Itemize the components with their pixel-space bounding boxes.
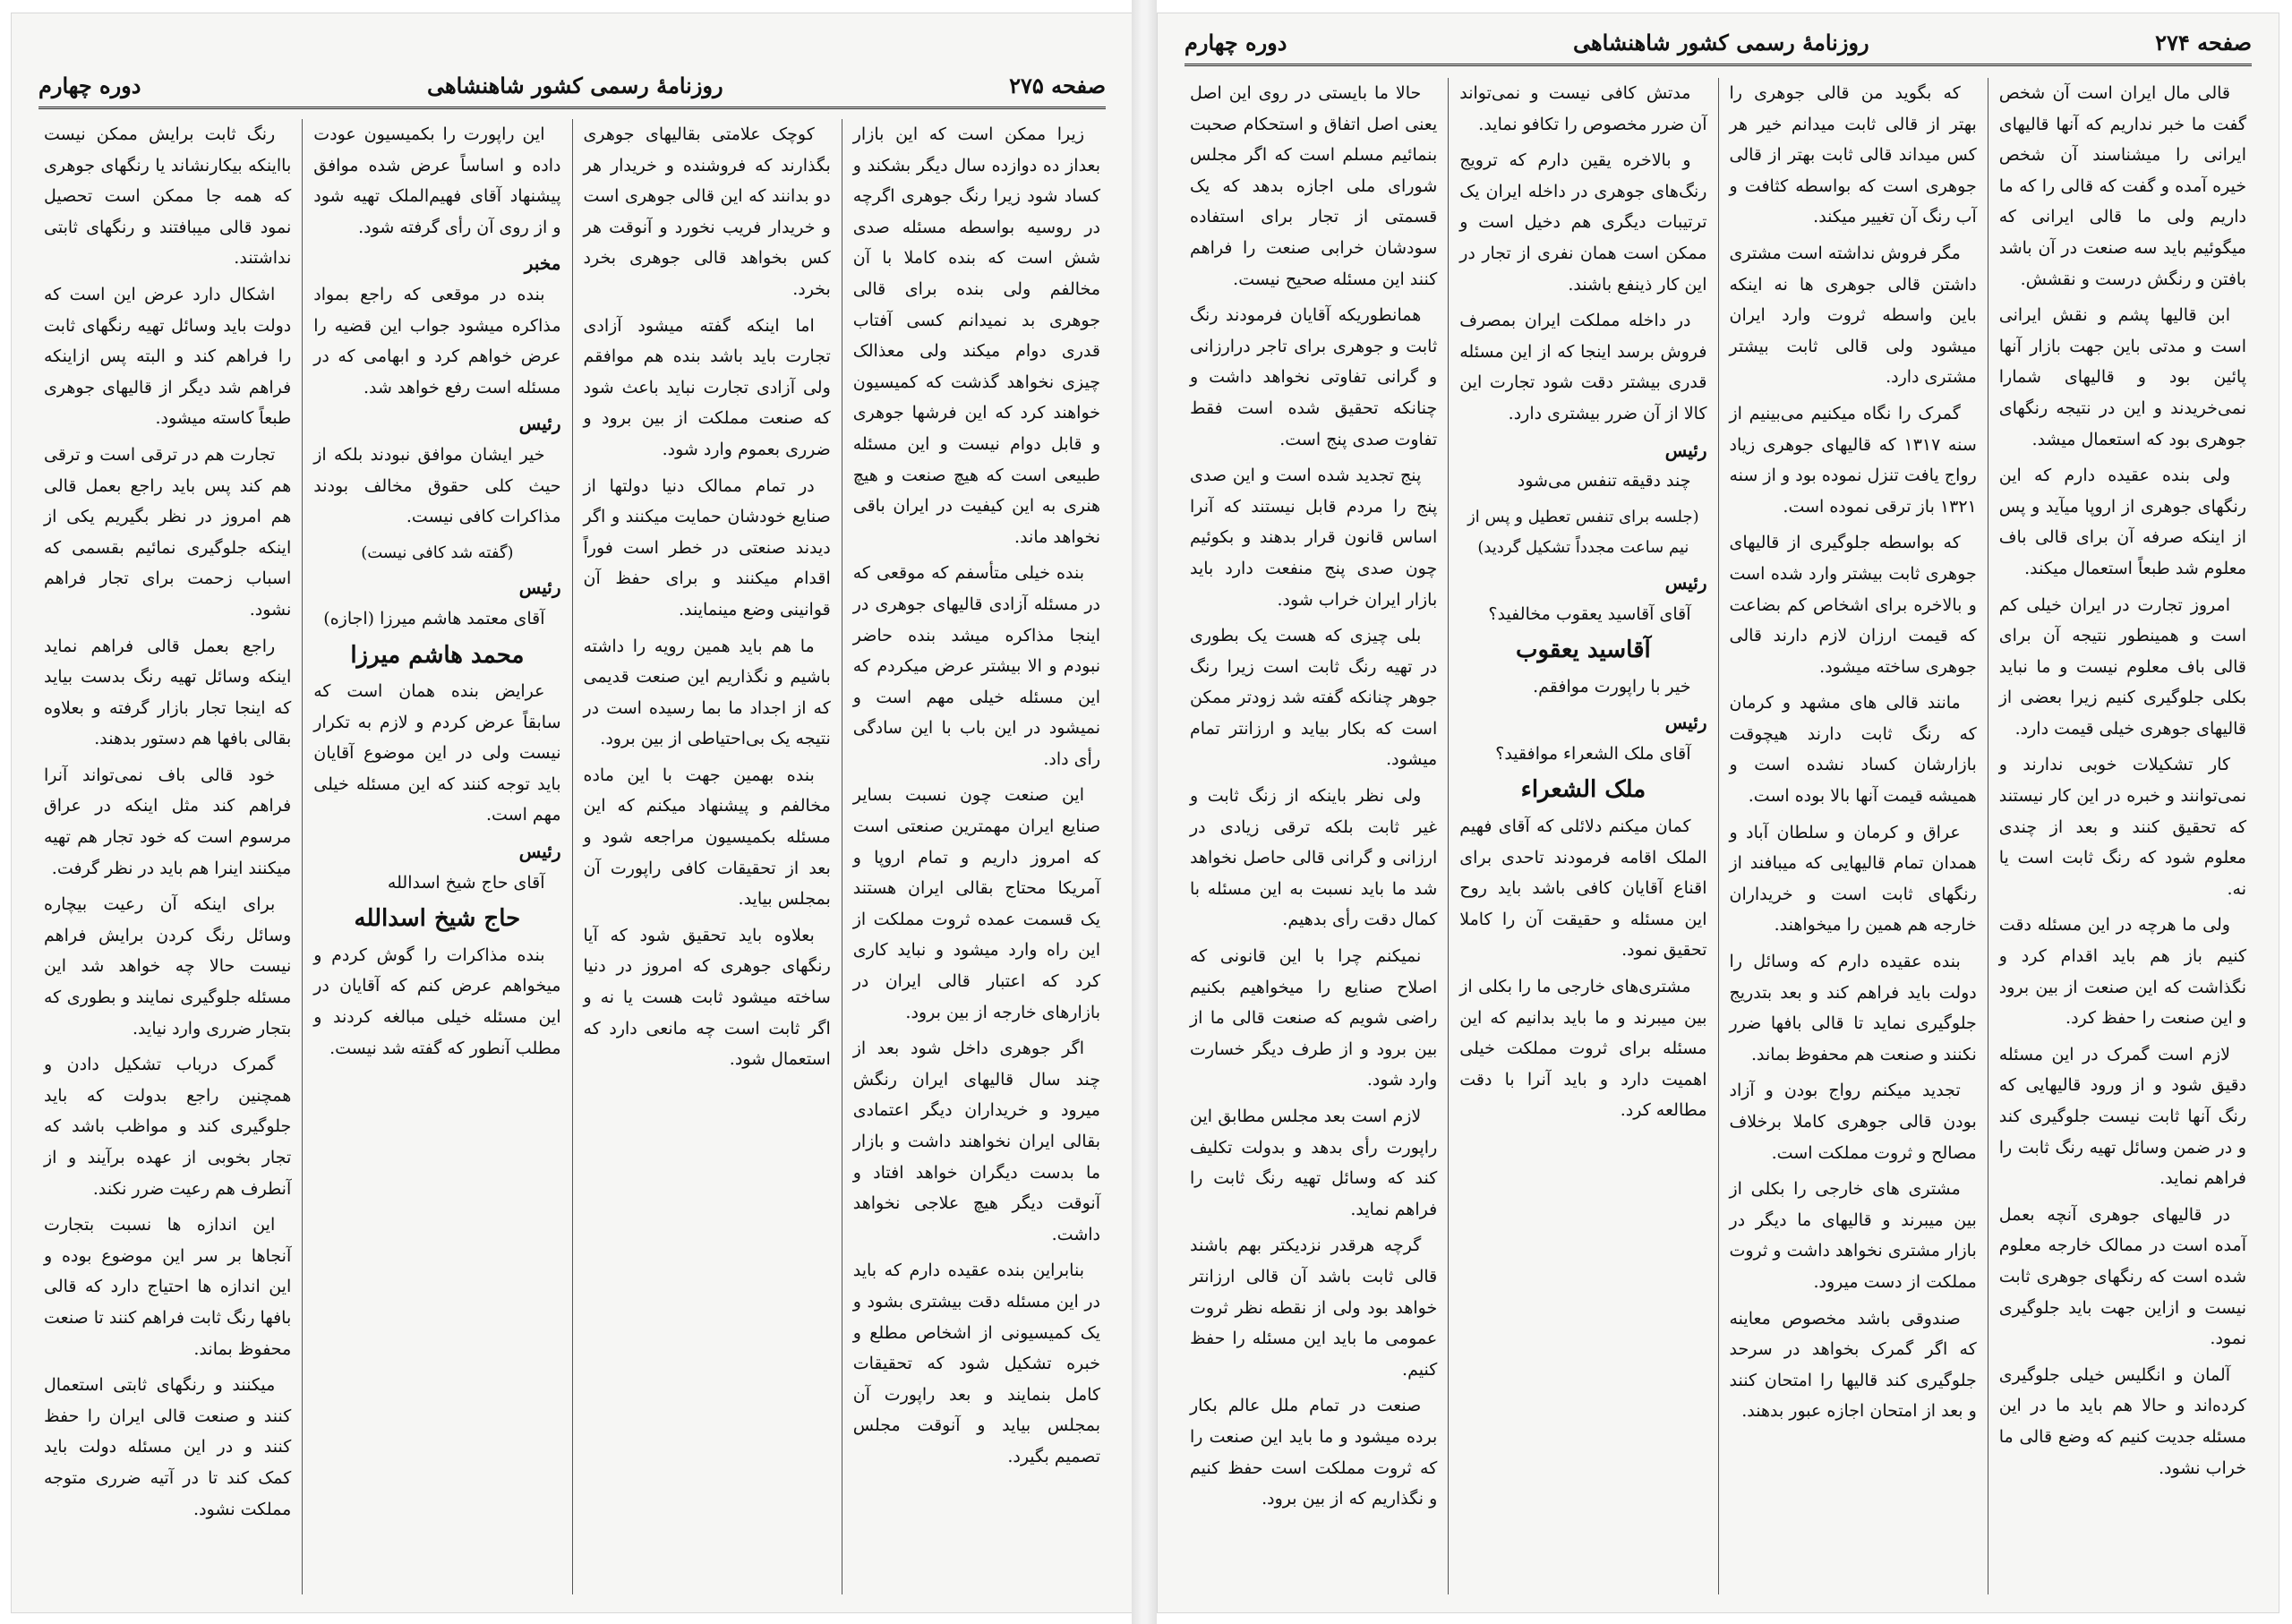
- book-gutter: [1132, 0, 1157, 1624]
- paragraph: حالا ما بایستی در روی این اصل یعنی اصل اتفاق و استحکام صحبت بنمائیم مسلم است که اگر مجلس شورای ملی اجازه بدهد که یک قسمتی از تجار برای استفاده سودشان خرابی صنعت را فراهم کنند این مسئله صحیح نیست.: [1190, 83, 1438, 289]
- paragraph: کار تشکیلات خوبی ندارند و نمی‌توانند و خبره در این کار نیستند که تحقیق کنند و بعد از چندی معلوم شود که رنگ ثابت است یا نه.: [1998, 755, 2246, 899]
- paragraph: ابن قالیها پشم و نقش ایرانی است و مدتی باین جهت بازار آنها پائین بود و قالیهای شمارا نمی‌خریدند و این در نتیجه رنگهای جوهری بود که استعمال میشد.: [1998, 305, 2246, 449]
- speaker-heading: محمد هاشم میرزا: [350, 641, 525, 669]
- paragraph: بنده خیلی متأسفم که موقعی که در مسئله آزادی قالیهای جوهری در اینجا مذاکره میشد بنده حاضر نبودم و الا بیشتر عرض میکردم که این مسئله خیلی مهم است و نمیشود در این باب با این سادگی رأی داد.: [852, 563, 1100, 769]
- paragraph: و بالاخره یقین دارم که ترویج رنگ‌های جوهری در داخله ایران یک ترتیبات دیگری هم دخیل است و ممکن است همان نفری از تجار در این کار ذینفع باشند.: [1459, 150, 1707, 295]
- paragraph: گمرک را نگاه میکنیم می‌بینیم از سنه ۱۳۱۷ که قالیهای جوهری زیاد رواج یافت تنزل نموده بود و از سنه ۱۳۲۱ باز ترقی نموده است.: [1729, 403, 1977, 517]
- speech-text: آقای ملک الشعراء موافقید؟: [1495, 743, 1691, 764]
- paragraph: بعلاوه باید تحقیق شود که آیا رنگهای جوهری که امروز در دنیا ساخته میشود ثابت هست یا نه و اگر ثابت است چه مانعی دارد که استعمال شود.: [583, 925, 831, 1070]
- paragraph: ولی بنده عقیده دارم که این رنگهای جوهری از اروپا میآید و پس از اینکه صرفه آن برای قالی باف معلوم شد طبعاً استعمال میکند.: [1998, 466, 2246, 578]
- paragraph: قالی مال ایران است آن شخص گفت ما خبر نداریم که آنها قالیهای ایرانی را میشناسند آن شخص خیره آمده و گفت که قالی را که ما داریم ولی ما قالی ایرانی که میگوئیم باید سه صنعت در آن باشد بافتن و رنگش درست و نقشش.: [1998, 83, 2246, 289]
- speaker-heading: آقاسید یعقوب: [1516, 637, 1651, 664]
- paragraph: که بگوید من قالی جوهری را بهتر از قالی ثابت میدانم خیر هر کس میداند قالی ثابت بهتر از قالی جوهری است که بواسطه کثافت و آب رنگ آن تغییر میکند.: [1729, 83, 1977, 227]
- speech-text: چند دقیقه تنفس می‌شود: [1517, 471, 1691, 491]
- speech-text: کمان میکنم دلائلی که آقای فهیم الملک اقامه فرمودند تاحدی برای اقناع آقایان کافی باشد باید روح این مسئله و حقیقت آن را کاملا تحقیق نمود.: [1459, 816, 1707, 961]
- paragraph: لازم است گمرک در این مسئله دقیق شود و از ورود قالیهایی که رنگ آنها ثابت نیست جلوگیری کند و در ضمن وسائل تهیه رنگ ثابت را فراهم نماید.: [1998, 1044, 2246, 1189]
- speaker-heading: ملک الشعراء: [1520, 776, 1646, 804]
- paragraph: زیرا ممکن است که این بازار بعداز ده دوازده سال دیگر بشکند و کساد شود زیرا رنگ جوهری اگرچه در روسیه بواسطه مسئله صدی شش است که بنده کاملا با آن مخالفم ولی بنده برای قالی جوهری بد نمیدانم کسی آفتاب قدری دوام میکند ولی معذالک چیزی نخواهد گذشت که کمیسیون خواهند کرد که این فرشها جوهری و قابل دوام نیست و این مسئله طبیعی است که هیچ صنعت و هیچ هنری به این کیفیت در ایران باقی نخواهد ماند.: [852, 124, 1100, 547]
- page-header: [38, 67, 1106, 109]
- paragraph: ما هم باید همین رویه را داشته باشیم و نگذاریم این صنعت قدیمی که از اجداد ما بما رسیده است در نتیجه یک بی‌احتیاطی از بین برود.: [583, 636, 831, 749]
- paragraph: مشتری های خارجی را بکلی از بین میبرند و قالیهای ما دیگر در بازار مشتری نخواهد داشت و ثروت مملکت از دست میرود.: [1729, 1179, 1977, 1292]
- page-header: [1184, 24, 2252, 66]
- speaker-name: رئیس: [518, 577, 561, 599]
- speaker-name: رئیس: [1664, 571, 1707, 594]
- paragraph: تجارت هم در ترقی است و ترقی هم کند پس باید راجع بعمل قالی هم امروز در نظر بگیریم یکی از اینکه جلوگیری نمائیم بقسمی که اسباب زحمت برای تجار فراهم نشود.: [44, 444, 292, 620]
- speaker-name: مخبر: [524, 252, 561, 275]
- column-3: [302, 119, 571, 1594]
- paragraph: پنج تجدید شده است و این صدی پنج را مردم قابل نیستند که آنرا اساس قانون قرار بدهند و بکوئیم چون صدی پنج منفعت دارد باید بازار ایران خراب شود.: [1190, 466, 1438, 610]
- column-2: [572, 119, 842, 1594]
- column-4: [1179, 78, 1448, 1594]
- paragraph: راجع بعمل قالی فراهم نماید اینکه وسائل تهیه رنگ بدست بیاید که اینجا تجار بازار گرفته و بعلاوه بقالی بافها هم دستور بدهند.: [44, 636, 292, 749]
- paragraph: میکنند و رنگهای ثابتی استعمال کنند و صنعت قالی ایران را حفظ کنند و در این مسئله دولت باید کمک کند تا در آتیه ضرری متوجه مملکت نشود.: [44, 1375, 292, 1519]
- paragraph: کوچک علامتی بقالیهای جوهری بگذارند که فروشنده و خریدار هر دو بدانند که این قالی جوهری است و خریدار فریب نخورد و آنوقت هر کس بخواهد قالی جوهری بخرد بخرد.: [583, 124, 831, 299]
- paragraph: رنگ ثابت برایش ممکن نیست بااینکه بیکارنشاند یا رنگهای جوهری که همه جا ممکن است تحصیل نمود قالی میبافتند و رنگهای ثابتی نداشتند.: [44, 124, 292, 269]
- procedural-note: (جلسه برای تنفس تعطیل و پس از نیم ساعت مجدداً تشکیل گردید): [1467, 507, 1699, 558]
- column-2: [1718, 78, 1988, 1594]
- paragraph: همانطوریکه آقایان فرمودند رنگ ثابت و جوهری برای تاجر درارزانی و گرانی تفاوتی نخواهد داشت و چنانکه تحقیق شده است فقط تفاوت صدی پنج است.: [1190, 305, 1438, 449]
- text-columns: [33, 119, 1111, 1594]
- paragraph: در داخله مملکت ایران بمصرف فروش برسد اینجا که از این مسئله قدری بیشتر دقت شود تجارت این کالا از آن ضرر بیشتری دارد.: [1459, 311, 1707, 423]
- paragraph: نمیکنم چرا با این قانونی که اصلاح صنایع را میخواهیم بکنیم راضی شویم که صنعت قالی ما از بین برود و از طرف دیگر خسارت وارد شود.: [1190, 946, 1438, 1090]
- paragraph: مانند قالی های مشهد و کرمان که رنگ ثابت دارند هیچوقت بازارشان کساد نشده است و همیشه قیمت آنها بالا بوده است.: [1729, 693, 1977, 807]
- paragraph: ولی نظر باینکه از زنگ ثابت و غیر ثابت بلکه ترقی زیادی در ارزانی و گرانی قالی حاصل نخواهد شد ما باید نسبت به این مسئله با کمال دقت رأی بدهیم.: [1190, 786, 1438, 930]
- paragraph: در قالیهای جوهری آنچه بعمل آمده است در ممالک خارجه معلوم شده است که رنگهای جوهری ثابت نیست و ازاین جهت باید جلوگیری نمود.: [1998, 1204, 2246, 1349]
- paragraph: گمرک درباب تشکیل دادن و همچنین راجع بدولت که باید جلوگیری کند و مواظب باشد که تجار بخوبی از عهده برآیند و از آنطرف هم رعیت ضرر نکند.: [44, 1055, 292, 1199]
- paragraph: مگر فروش نداشته است مشتری داشتن قالی جوهری ها نه اینکه باین واسطه ثروت وارد ایران میشود ولی قالی ثابت بیشتر مشتری دارد.: [1729, 243, 1977, 388]
- paragraph: خود قالی باف نمی‌تواند آنرا فراهم کند مثل اینکه در عراق مرسوم است که خود تجار هم تهیه میکنند اینرا هم باید در نظر گرفت.: [44, 765, 292, 878]
- paragraph: بنده عقیده دارم که وسائل را دولت باید فراهم کند و بعد بتدریج جلوگیری نماید تا قالی بافها ضرر نکنند و صنعت هم محفوظ بماند.: [1729, 952, 1977, 1064]
- paragraph: این صنعت چون نسبت بسایر صنایع ایران مهمترین صنعتی است که امروز داریم و تمام اروپا و آمریکا محتاج بقالی ایران هستند یک قسمت عمده ثروت مملکت از این راه وارد میشود و نباید کاری کرد که اعتبار قالی ایران در بازارهای خارجه از بین برود.: [852, 785, 1100, 1022]
- paragraph: عراق و کرمان و سلطان آباد و همدان تمام قالیهایی که میبافند از رنگهای ثابت است و خریداران خارجه هم همین را میخواهند.: [1729, 822, 1977, 936]
- column-1: [1988, 78, 2257, 1594]
- speech-text: خیر ایشان موافق نبودند بلکه از حیث کلی حقوق مخالف بودند مذاکرات کافی نیست.: [313, 444, 561, 527]
- speech-text: خیر با راپورت موافقم.: [1533, 676, 1691, 697]
- volume-label: دوره چهارم: [1184, 29, 1287, 56]
- page-number: صفحه ۲۷۴: [2155, 29, 2252, 56]
- paragraph: صنعت در تمام ملل عالم بکار برده میشود و ما باید این صنعت را که ثروت مملکت است حفظ کنیم و نگذاریم که از بین برود.: [1190, 1396, 1438, 1509]
- speech-text: بنده مذاکرات را گوش کردم و میخواهم عرض کنم که آقایان در این مسئله خیلی مبالغه کردند و مطلب آنطور که گفته شد نیست.: [313, 944, 561, 1058]
- speech-text: آقای حاج شیخ اسدالله: [387, 872, 545, 893]
- paragraph: بلی چیزی که هست یک بطوری در تهیه رنگ ثابت است زیرا رنگ جوهر چنانکه گفته شد زودتر ممکن است که بکار بیاید و ارزانتر تمام میشود.: [1190, 626, 1438, 770]
- paragraph: تجدید میکنم رواج بودن و آزاد بودن قالی جوهری کاملا برخلاف مصالح و ثروت مملکت است.: [1729, 1081, 1977, 1163]
- paragraph: که بواسطه جلوگیری از قالیهای جوهری ثابت بیشتر وارد شده است و بالاخره برای اشخاص کم بضاعت که قیمت ارزان لازم دارند قالی جوهری ساخته میشود.: [1729, 533, 1977, 677]
- paragraph: لازم است بعد مجلس مطابق این راپورت رأی بدهد و بدولت تکلیف کند که وسائل تهیه رنگ ثابت را فراهم نماید.: [1190, 1107, 1438, 1219]
- paragraph: در تمام ممالک دنیا دولتها از صنایع خودشان حمایت میکنند و اگر دیدند صنعتی در خطر است فوراً اقدام میکنند و برای حفظ آن قوانینی وضع مینمایند.: [583, 475, 831, 620]
- volume-label: دوره چهارم: [38, 72, 141, 98]
- speech-text: بنده در موقعی که راجع بمواد مذاکره میشود جواب این قضیه را عرض خواهم کرد و ابهامی که در مسئله است رفع خواهد شد.: [313, 284, 561, 397]
- page-number: صفحه ۲۷۵: [1009, 72, 1106, 98]
- paragraph: برای اینکه آن رعیت بیچاره وسائل رنگ کردن برایش فراهم نیست حالا چه خواهد شد این مسئله جلوگیری نمایند و بطوری که بتجار ضرری وارد نیاید.: [44, 894, 292, 1039]
- paragraph: گرچه هرقدر نزدیکتر بهم باشند قالی ثابت باشد آن قالی ارزانتر خواهد بود ولی از نقطه نظر ثروت عمومی ما باید این مسئله را حفظ کنیم.: [1190, 1235, 1438, 1380]
- text-columns: [1179, 78, 2257, 1594]
- paragraph: صندوقی باشد مخصوص معاینه که اگر گمرک بخواهد در سرحد جلوگیری کند قالیها را امتحان کنند و بعد از امتحان اجازه عبور بدهند.: [1729, 1308, 1977, 1422]
- newspaper-title: روزنامهٔ رسمی کشور شاهنشاهی: [1572, 29, 1869, 56]
- paragraph: ولی ما هرچه در این مسئله دقت کنیم باز هم باید اقدام کرد و نگذاشت که این صنعت از بین برود و این صنعت را حفظ کرد.: [1998, 915, 2246, 1029]
- paragraph: این اندازه ها نسبت بتجارت آنجاها بر سر این موضوع بوده و این اندازه ها احتیاج دارد که قالی بافها رنگ ثابت فراهم کنند تا صنعت محفوظ بماند.: [44, 1215, 292, 1359]
- speech-text: آقای معتمد هاشم میرزا (اجازه): [323, 608, 545, 628]
- column-3: [1448, 78, 1717, 1594]
- speaker-heading: حاج شیخ اسدالله: [354, 905, 521, 933]
- paragraph: این راپورت را بکمیسیون عودت داده و اساساً عرض شده موافق پیشنهاد آقای فهیم‌الملک تهیه شود و از روی آن رأی گرفته شود.: [313, 124, 561, 237]
- paragraph: آلمان و انگلیس خیلی جلوگیری کرده‌اند و حالا هم باید ما در این مسئله جدیت کنیم که وضع قالی ما خراب نشود.: [1998, 1364, 2246, 1478]
- paragraph: بنده بهمین جهت با این ماده مخالفم و پیشنهاد میکنم که این مسئله بکمیسیون مراجعه شود و بعد از تحقیقات کافی راپورت آن بمجلس بیاید.: [583, 765, 831, 910]
- paragraph: امروز تجارت در ایران خیلی کم است و همینطور نتیجه آن برای قالی باف معلوم نیست و ما نباید بکلی جلوگیری کنیم زیرا بعضی از قالیهای جوهری خیلی قیمت دارد.: [1998, 594, 2246, 739]
- speech-text: عرایض بنده همان است که سابقاً عرض کردم و لازم به تکرار نیست ولی در این موضوع آقایان باید توجه کنند که این مسئله خیلی مهم است.: [313, 681, 561, 825]
- paragraph: اشکال دارد عرض این است که دولت باید وسائل تهیه رنگهای ثابت را فراهم کند و البته پس ازاینکه فراهم شد دیگر از قالیهای جوهری طبعاً کاسته میشود.: [44, 284, 292, 429]
- paragraph: اما اینکه گفته میشود آزادی تجارت باید باشد بنده هم موافقم ولی آزادی تجارت نباید باعث شود که صنعت مملکت از بین برود و ضرری بعموم وارد شود.: [583, 315, 831, 459]
- paragraph: بنابراین بنده عقیده دارم که باید در این مسئله دقت بیشتری بشود و یک کمیسیونی از اشخاص مطلع و خبره تشکیل شود که تحقیقات کامل بنمایند و بعد راپورت آن بمجلس بیاید و آنوقت مجلس تصمیم بگیرد.: [852, 1261, 1100, 1466]
- speech-text: آقای آقاسید یعقوب مخالفید؟: [1488, 603, 1691, 624]
- column-4: [33, 119, 302, 1594]
- paragraph: مدتش کافی نیست و نمی‌تواند آن ضرر مخصوص را تکافو نماید.: [1459, 83, 1707, 134]
- speaker-name: رئیس: [518, 841, 561, 863]
- procedural-note: (گفته شد کافی نیست): [361, 543, 514, 562]
- page-275: [11, 13, 1133, 1613]
- speaker-name: رئیس: [1664, 439, 1707, 461]
- newspaper-title: روزنامهٔ رسمی کشور شاهنشاهی: [426, 72, 723, 98]
- speech-text: مشتری‌های خارجی ما را بکلی از بین میبرند و ما باید بدانیم که این مسئله برای ثروت مملکت خیلی اهمیت دارد و باید آنرا با دقت مطالعه کرد.: [1459, 977, 1707, 1121]
- speaker-name: رئیس: [1664, 712, 1707, 734]
- column-1: [842, 119, 1111, 1594]
- page-274: [1157, 13, 2279, 1613]
- speaker-name: رئیس: [518, 413, 561, 435]
- paragraph: اگر جوهری داخل شود بعد از چند سال قالیهای ایران رنگش میرود و خریداران دیگر اعتمادی بقالی ایران نخواهند داشت و بازار ما بدست دیگران خواهد افتاد و آنوقت دیگر هیچ علاجی نخواهد داشت.: [852, 1039, 1100, 1244]
